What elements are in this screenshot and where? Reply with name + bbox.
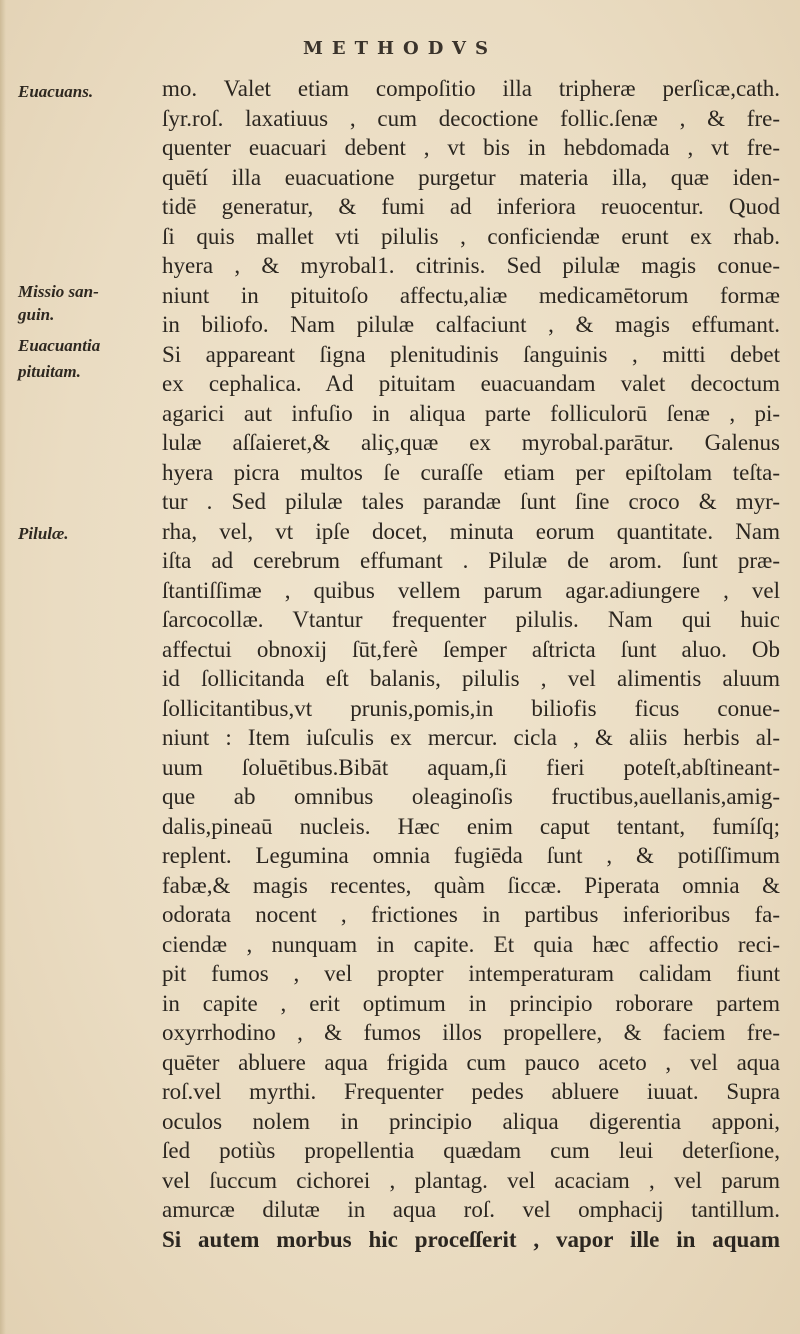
text-line: Si autem morbus hic proceſſerit , vapor ille in aquam [162,1226,780,1252]
text-line: uum ſoluētibus.Bibāt aquam,ſi fieri poteſt,abſtineant- [162,754,780,780]
text-line: id ſollicitanda eſt balanis, pilulis , vel alimentis aluum [162,666,780,691]
text-line: pit fumos , vel propter intemperaturam calidam fiunt [162,961,780,986]
text-line: quenter euacuari debent , vt bis in hebdomada , vt fre- [162,135,780,160]
text-line: roſ.vel myrthi. Frequenter pedes abluere iuuat. Supra [162,1079,780,1104]
margin-note-pituitam: pituitam. [18,362,81,381]
text-line: in capite , erit optimum in principio roborare partem [162,990,780,1016]
running-head: METHODVS [303,38,497,59]
text-line: iſta ad cerebrum effumant . Pilulæ de arom. ſunt præ- [162,548,780,573]
margin-note-pilulae: Pilulæ. [18,524,69,543]
text-line: ſed potiùs propellentia quædam cum leui deterſione, [162,1138,780,1163]
text-line: oculos nolem in principio aliqua digerentia apponi, [162,1108,780,1134]
text-line: dalis,pineaū nucleis. Hæc enim caput tentant, fumíſq; [162,813,780,839]
text-line: quēter abluere aqua frigida cum pauco aceto , vel aqua [162,1049,780,1075]
text-line: ſyr.roſ. laxatiuus , cum decoctione follic.ſenæ , & fre- [162,105,780,131]
text-line: affectui obnoxij ſūt,ferè ſemper aſtricta ſunt aluo. Ob [162,636,780,662]
text-line: hyera picra multos ſe curaſſe etiam per epiſtolam teſta- [162,459,780,485]
text-line: ciendæ , nunquam in capite. Et quia hæc affectio reci- [162,931,780,957]
text-line: niunt in pituitoſo affectu,aliæ medicamētorum formæ [162,282,780,308]
text-line: vel ſuccum cichorei , plantag. vel acaciam , vel parum [162,1167,780,1193]
text-line: tidē generatur, & fumi ad inferiora reuocentur. Quod [162,194,780,219]
margin-note-missio-sanguinis: Missio san- [18,282,99,301]
margin-note-euacuans: Euacuans. [18,82,94,101]
text-line: ex cephalica. Ad pituitam euacuandam valet decoctum [162,371,780,396]
text-line: ſtantiſſimæ , quibus vellem parum agar.adiungere , vel [162,577,780,603]
text-line: mo. Valet etiam compoſitio illa tripheræ perſicæ,cath. [162,76,780,101]
margin-note-sanguinis-cont: guin. [18,305,55,324]
text-line: ſarcocollæ. Vtantur frequenter pilulis. Nam qui huic [162,607,780,632]
text-line: ſi quis mallet vti pilulis , conficiendæ erunt ex rhab. [162,223,780,249]
text-line: agarici aut infuſio in aliqua parte folliculorū ſenæ , pi- [162,400,780,426]
margin-note-euacuantia: Euacuantia [18,336,101,355]
text-line: odorata nocent , frictiones in partibus inferioribus fa- [162,902,780,927]
text-line: tur . Sed pilulæ tales parandæ ſunt ſine croco & myr- [162,489,780,514]
text-line: hyera , & myrobal1. citrinis. Sed pilulæ magis conue- [162,253,780,278]
text-line: fabæ,& magis recentes, quàm ſiccæ. Piperata omnia & [162,872,780,898]
body-text [162,74,780,1254]
text-line: amurcæ dilutæ in aqua roſ. vel omphacij tantillum. [162,1197,780,1222]
text-line: replent. Legumina omnia fugiēda ſunt , & potiſſimum [162,843,780,868]
text-line: lulæ aſſaieret,& aliç,quæ ex myrobal.parātur. Galenus [162,430,780,455]
text-line: que ab omnibus oleaginoſis fructibus,auellanis,amig- [162,784,780,809]
page-edge-shadow [0,0,6,1334]
text-line: in biliofo. Nam pilulæ calfaciunt , & magis effumant. [162,312,780,337]
text-line: Si appareant ſigna plenitudinis ſanguinis , mitti debet [162,341,780,367]
text-line: oxyrrhodino , & fumos illos propellere, & faciem fre- [162,1020,780,1045]
text-line: niunt : Item iuſculis ex mercur. cicla , & aliis herbis al- [162,725,780,750]
text-line: rha, vel, vt ipſe docet, minuta eorum quantitate. Nam [162,518,780,544]
text-line: quētí illa euacuatione purgetur materia illa, quæ iden- [162,164,780,190]
text-line: ſollicitantibus,vt prunis,pomis,in biliofis ficus conue- [162,695,780,721]
